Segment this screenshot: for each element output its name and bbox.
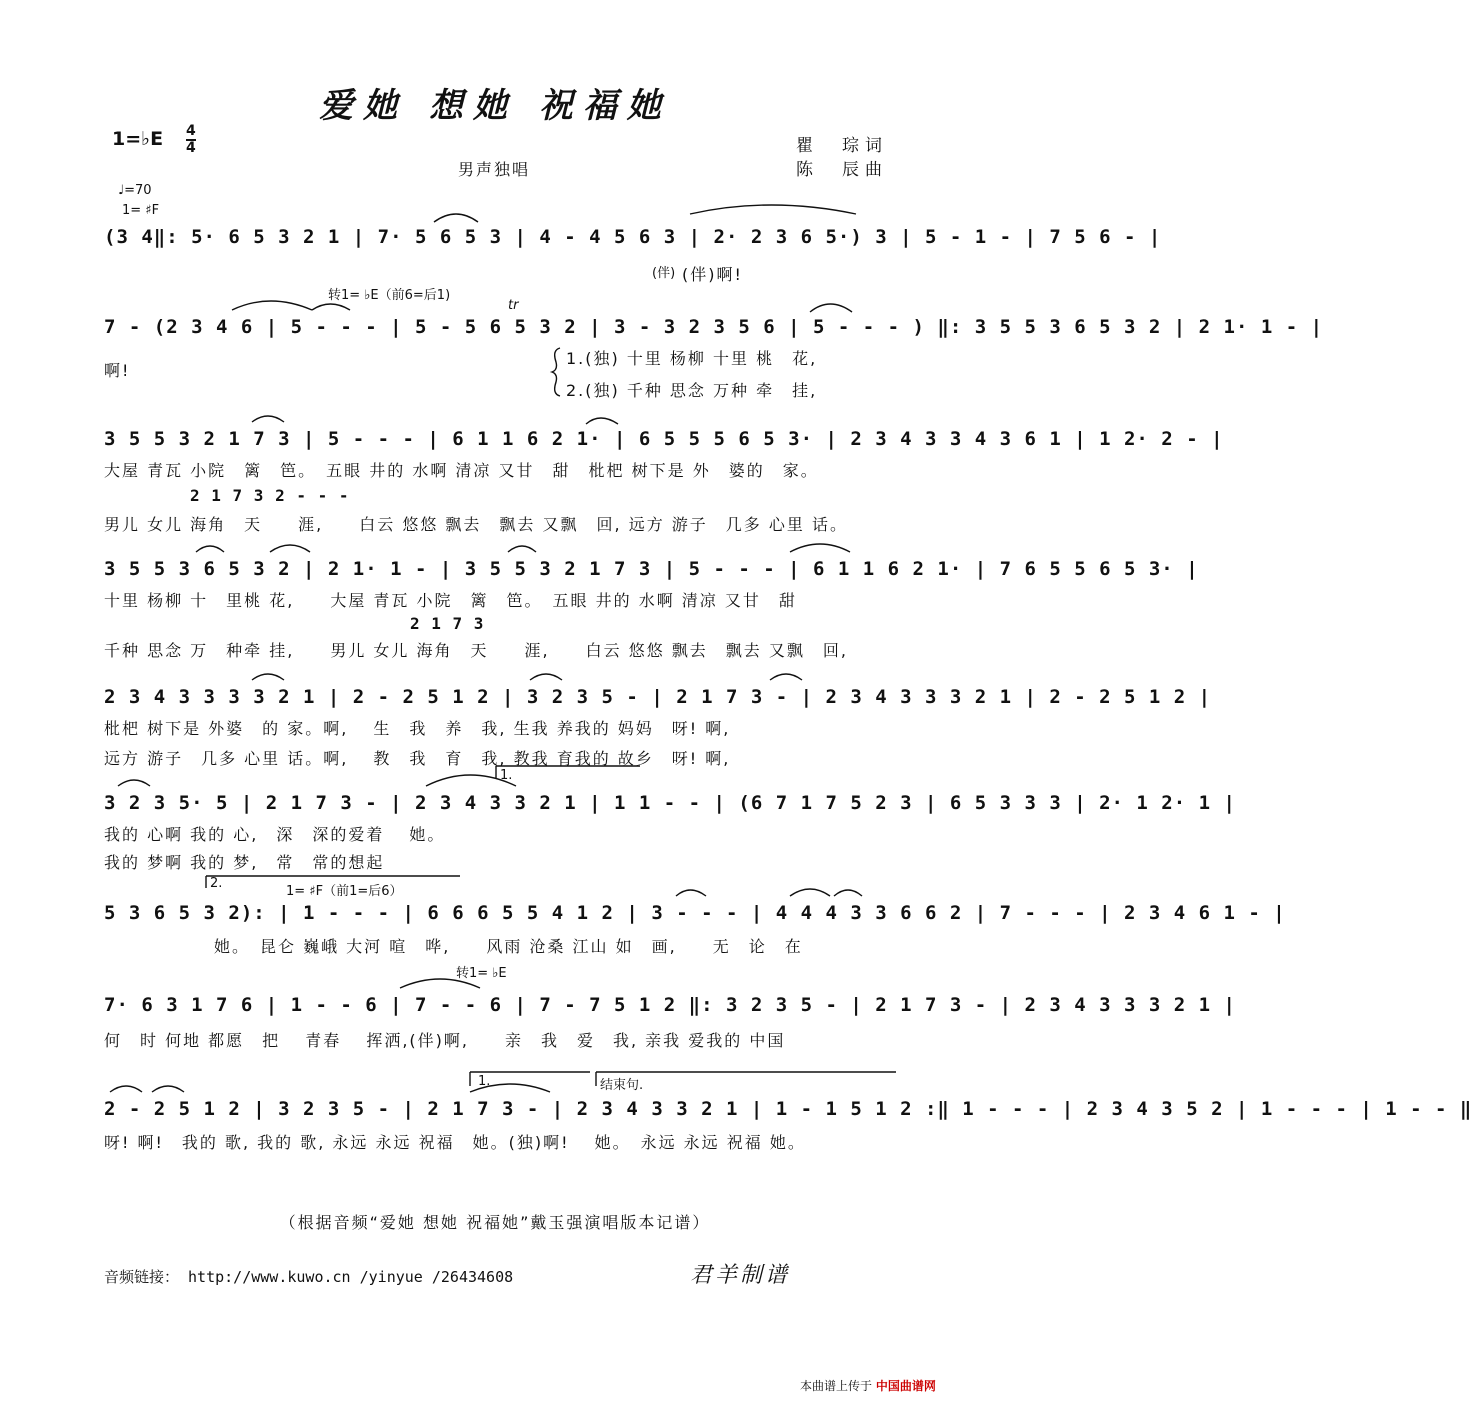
volta-2-mark: 2. bbox=[210, 876, 223, 891]
modulation-mark-3: 转1= ♭E bbox=[456, 966, 507, 981]
slur bbox=[790, 889, 830, 896]
slur bbox=[110, 1086, 142, 1092]
key-signature: 1=♭E bbox=[112, 128, 164, 150]
notation-line-5: 2 3 4 3 3 3 3 2 1 | 2 - 2 5 1 2 | 3 2 3 5 - | 2 1 7 3 - | 2 3 4 3 3 3 2 1 | 2 - 2 5 1 2 | bbox=[104, 686, 1212, 708]
transcriber-signature: 君羊制谱 bbox=[690, 1263, 791, 1288]
notation-line-8: 7· 6 3 1 7 6 | 1 - - 6 | 7 - - 6 | 7 - 7 5 1 2 ‖: 3 2 3 5 - | 2 1 7 3 - | 2 3 4 3 3 3 2 1 | bbox=[104, 994, 1236, 1016]
meter-bottom: 4 bbox=[186, 140, 196, 156]
slur bbox=[400, 979, 480, 988]
slur bbox=[810, 304, 852, 312]
notation-line-9: 2 - 2 5 1 2 | 3 2 3 5 - | 2 1 7 3 - | 2 3 4 3 3 2 1 | 1 - 1 5 1 2 :‖ 1 - - - | 2 3 4 3 5 2 | 1 - - - | 1 - - ‖ bbox=[104, 1098, 1472, 1120]
notation-line-4: 3 5 5 3 6 5 3 2 | 2 1· 1 - | 3 5 5 3 2 1 7 3 | 5 - - - | 6 1 1 6 2 1· | 7 6 5 5 6 5 3· | bbox=[104, 558, 1199, 580]
volta-bracket bbox=[206, 876, 460, 888]
transcription-note: （根据音频“爱她 想她 祝福她”戴玉强演唱版本记谱） bbox=[279, 1213, 711, 1232]
lyric-line-4b: 千种 思念 万 种牵 挂, 男儿 女儿 海角 天 涯, 白云 悠悠 飘去 飘去 又飘 回, bbox=[104, 641, 848, 660]
slur bbox=[508, 546, 536, 552]
tempo-marking: ♩=70 bbox=[118, 183, 152, 198]
slur bbox=[434, 214, 478, 222]
accompaniment-mark: (伴) bbox=[652, 266, 676, 281]
slur bbox=[426, 775, 516, 786]
lyricist-credit: 瞿 琮词 bbox=[796, 136, 888, 156]
volta-1b-mark: 1. bbox=[478, 1074, 491, 1089]
slur bbox=[312, 304, 350, 310]
slur bbox=[834, 890, 862, 896]
upload-prefix: 本曲谱上传于 bbox=[800, 1379, 873, 1393]
slur bbox=[252, 416, 284, 422]
ending-mark: 结束句. bbox=[600, 1078, 644, 1093]
slur bbox=[676, 890, 706, 896]
notation-line-1: (3 4‖: 5· 6 5 3 2 1 | 7· 5 6 5 3 | 4 - 4 5 6 3 | 2· 2 3 6 5·) 3 | 5 - 1 - | 7 5 6 - | bbox=[104, 226, 1162, 248]
notation-line-6: 3 2 3 5· 5 | 2 1 7 3 - | 2 3 4 3 3 2 1 | 1 1 - - | (6 7 1 7 5 2 3 | 6 5 3 3 3 | 2· 1 2· 1 | bbox=[104, 792, 1236, 814]
audio-link: 音频链接： http://www.kuwo.cn /yinyue /26434608 bbox=[104, 1268, 514, 1286]
slur bbox=[790, 544, 850, 552]
lyric-line-6a: 我的 心啊 我的 心, 深 深的爱着 她。 bbox=[104, 825, 446, 844]
notation-alt-4: 2 1 7 3 bbox=[410, 614, 485, 633]
slur bbox=[252, 674, 284, 680]
lyric-brace bbox=[552, 348, 560, 396]
slur bbox=[530, 674, 562, 680]
lyric-line-8: 何 时 何地 都愿 把 青春 挥洒,(伴)啊, 亲 我 爱 我, 亲我 爱我的 中国 bbox=[104, 1031, 786, 1050]
modulation-mark-2: 1= ♯F（前1=后6） bbox=[286, 884, 403, 899]
slur bbox=[196, 546, 224, 552]
slur bbox=[690, 205, 856, 214]
lyric-line-9: 呀! 啊! 我的 歌, 我的 歌, 永远 永远 祝福 她。(独)啊! 她。 永远 永远 祝福 她。 bbox=[104, 1133, 806, 1152]
lyric-line-6b: 我的 梦啊 我的 梦, 常 常的想起 bbox=[104, 853, 385, 872]
lyric-line-2b: 1.(独) 十里 杨柳 十里 桃 花, bbox=[566, 349, 818, 368]
lyric-line-1: (伴)啊! bbox=[682, 265, 743, 284]
trill-mark: tr bbox=[508, 298, 519, 313]
score-title: 爱她 想她 祝福她 bbox=[319, 86, 671, 126]
voice-type: 男声独唱 bbox=[458, 160, 531, 179]
lyric-line-5a: 枇杷 树下是 外婆 的 家。啊, 生 我 养 我, 生我 养我的 妈妈 呀! 啊, bbox=[104, 719, 731, 738]
lyric-line-5b: 远方 游子 几多 心里 话。啊, 教 我 育 我, 教我 育我的 故乡 呀! 啊, bbox=[104, 749, 731, 768]
capo-key: 1= ♯F bbox=[122, 203, 160, 218]
volta-1-mark: 1. bbox=[500, 768, 513, 783]
slur bbox=[232, 301, 312, 310]
lyric-line-2c: 2.(独) 千种 思念 万种 牵 挂, bbox=[566, 381, 818, 400]
notation-line-2: 7 - (2 3 4 6 | 5 - - - | 5 - 5 6 5 3 2 | 3 - 3 2 3 5 6 | 5 - - - ) ‖: 3 5 5 3 6 5 3 2 | 2 1· 1 - | bbox=[104, 316, 1324, 338]
lyric-line-7: 她。 昆仑 巍峨 大河 喧 哗, 风雨 沧桑 江山 如 画, 无 论 在 bbox=[214, 937, 803, 956]
slur bbox=[770, 674, 802, 680]
slur bbox=[270, 545, 310, 552]
volta-bracket bbox=[496, 766, 640, 778]
slur bbox=[586, 418, 618, 424]
slur bbox=[118, 780, 150, 786]
lyric-line-3b: 男儿 女儿 海角 天 涯, 白云 悠悠 飘去 飘去 又飘 回, 远方 游子 几多 心里 话。 bbox=[104, 515, 848, 534]
modulation-mark-1: 转1= ♭E（前6=后1) bbox=[328, 288, 451, 303]
lyric-line-4a: 十里 杨柳 十 里桃 花, 大屋 青瓦 小院 篱 笆。 五眼 井的 水啊 清凉 又甘 甜 bbox=[104, 591, 797, 610]
slur bbox=[470, 1084, 550, 1092]
lyric-line-2a: 啊! bbox=[104, 361, 131, 380]
upload-credit bbox=[800, 1377, 936, 1394]
meter-top: 4 bbox=[186, 123, 196, 139]
lyric-line-3a: 大屋 青瓦 小院 篱 笆。 五眼 井的 水啊 清凉 又甘 甜 枇杷 树下是 外 婆的 家。 bbox=[104, 461, 819, 480]
volta-bracket bbox=[470, 1072, 590, 1086]
notation-line-7: 5 3 6 5 3 2): | 1 - - - | 6 6 6 5 5 4 1 2 | 3 - - - | 4 4 4 3 3 6 6 2 | 7 - - - | 2 3 4 6 1 - | bbox=[104, 902, 1286, 924]
notation-alt-3: 2 1 7 3 2 - - - bbox=[190, 486, 350, 505]
notation-line-3: 3 5 5 3 2 1 7 3 | 5 - - - | 6 1 1 6 2 1· | 6 5 5 5 6 5 3· | 2 3 4 3 3 4 3 6 1 | 1 2· 2 - | bbox=[104, 428, 1224, 450]
slur bbox=[152, 1086, 184, 1092]
composer-credit: 陈 辰曲 bbox=[796, 160, 888, 180]
upload-site: 中国曲谱网 bbox=[875, 1379, 936, 1393]
volta-bracket bbox=[596, 1072, 896, 1086]
